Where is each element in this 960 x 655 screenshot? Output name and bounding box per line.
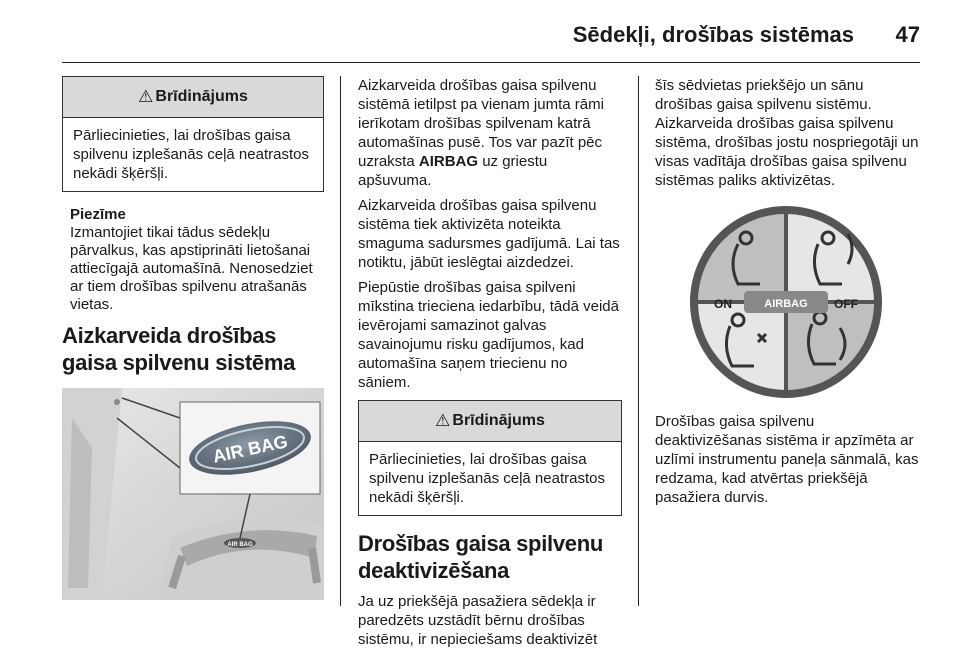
paragraph: Ja uz priekšējā pasažiera sēdekļa ir paredzēts uzstādīt bērnu drošības sistēmu, ir nepieciešams deaktivizēt bbox=[358, 593, 598, 648]
airbag-badge-label: AIR BAG bbox=[210, 431, 290, 467]
column-divider bbox=[340, 76, 341, 606]
airbag-marking: AIRBAG bbox=[418, 153, 479, 170]
warning-title: Brīdinājums bbox=[155, 88, 248, 105]
section-heading: Aizkarveida drošības gaisa spilvenu sistēma bbox=[62, 323, 296, 375]
warning-icon: ⚠ bbox=[138, 87, 154, 106]
paragraph: Aizkarveida drošības gaisa spilvenu sistēma tiek aktivizēta noteikta smaguma sadursmes gadījumā. Lai tas notiktu, jābūt ieslēgtai aizdedzei. bbox=[358, 197, 620, 271]
note-title: Piezīme bbox=[70, 206, 126, 223]
paragraph: Piepūstie drošības gaisa spilveni mīkstina trieciena iedarbību, tādā veidā ievērojami samazinot galvas savainojumu risku gadījumos, kad automašīna saņem triecienu no sāniem. bbox=[358, 279, 619, 391]
airbag-photo bbox=[62, 388, 324, 600]
warning-icon: ⚠ bbox=[435, 411, 451, 430]
page-number: 47 bbox=[895, 22, 920, 47]
warning-header bbox=[359, 401, 621, 442]
warning-box bbox=[358, 400, 622, 516]
warning-title: Brīdinājums bbox=[452, 412, 545, 429]
paragraph: Aizkarveida drošības gaisa spilvenu sistēmā ietilpst pa vienam jumta rāmi ierīkotam drošības spilvenam katrā automašīnas pusē. Tos var pazīt pēc uzraksta AIRBAG uz griestu apšuvuma. bbox=[358, 77, 604, 189]
column-2 bbox=[358, 76, 622, 655]
airbag-deactivation-sticker bbox=[688, 204, 884, 400]
sticker-on-label: ON bbox=[714, 297, 732, 311]
airbag-small-label: AIR BAG bbox=[227, 542, 253, 548]
warning-text: Pārliecinieties, lai drošības gaisa spilvenu izplešanās ceļā neatrastos nekādi šķēršļi. bbox=[73, 127, 309, 182]
page-title: Sēdekļi, drošības sistēmas bbox=[572, 22, 854, 47]
sticker-off-label: OFF bbox=[834, 297, 858, 311]
note-text: Izmantojiet tikai tādus sēdekļu pārvalkus, kas apstiprināti lietošanai attiecīgajā automašīnā. Nenosedziet ar tiem drošības spilvenu atrašanās vietas. bbox=[70, 224, 313, 313]
sticker-airbag-label: AIRBAG bbox=[764, 298, 808, 310]
column-divider bbox=[638, 76, 639, 606]
paragraph: Drošības gaisa spilvenu deaktivizēšanas sistēma ir apzīmēta ar uzlīmi instrumentu paneļa sānmalā, kas redzama, kad atvērtas priekšējā pasažiera durvis. bbox=[655, 413, 919, 506]
warning-header bbox=[63, 77, 323, 118]
section-heading: Drošības gaisa spilvenu deaktivizēšana bbox=[358, 531, 603, 583]
page-header bbox=[62, 14, 920, 63]
column-3 bbox=[655, 76, 920, 513]
column-1 bbox=[62, 76, 324, 600]
warning-box bbox=[62, 76, 324, 192]
paragraph: šīs sēdvietas priekšējo un sānu drošības gaisa spilvenu sistēmu. Aizkarveida drošības gaisa spilvenu sistēma, drošības jostu nospriegotāji un visas vadītāja drošības gaisa spilvenu sistēmas paliks aktivizētas. bbox=[655, 77, 919, 189]
warning-text: Pārliecinieties, lai drošības gaisa spilvenu izplešanās ceļā neatrastos nekādi šķēršļi. bbox=[369, 451, 605, 506]
